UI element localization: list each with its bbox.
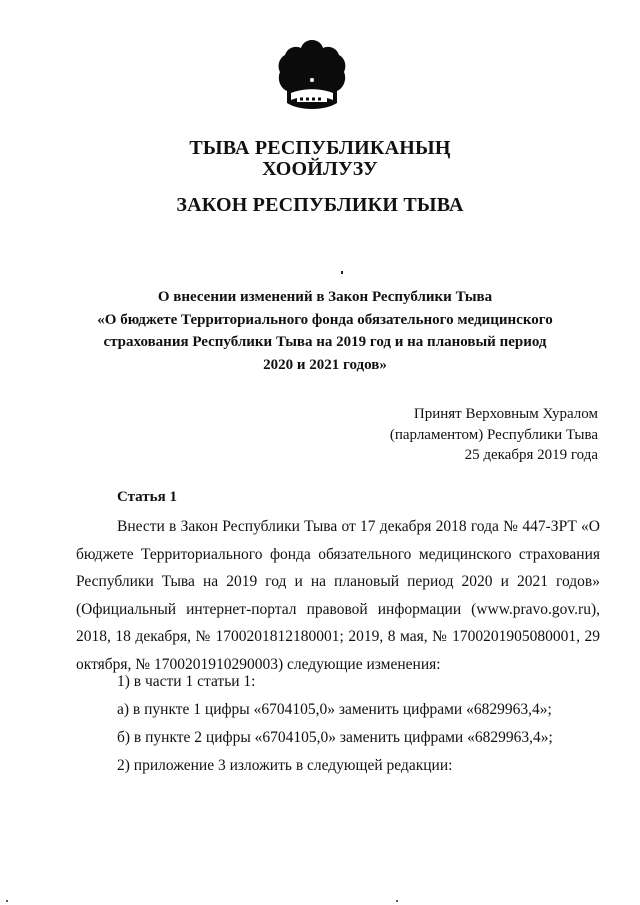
- law-subject-line: страхования Республики Тыва на 2019 год и на плановый период: [103, 334, 547, 350]
- law-subject-line: О внесении изменений в Закон Республики Тыва: [157, 289, 493, 305]
- tuva-coat-of-arms-icon: [277, 37, 347, 117]
- article-heading: Статья 1: [117, 489, 177, 505]
- scan-speck: [341, 271, 343, 274]
- amendment-item-1: 1) в части 1 статьи 1:: [117, 673, 256, 690]
- article-body-line: Внести в Закон Республики Тыва от 17 декабря 2018 года № 447-ЗРТ «О: [117, 518, 600, 535]
- republic-name-tuvan-line2: ХООЙЛУЗУ: [262, 158, 378, 180]
- article-body-line: октября, № 1700201910290003) следующие изменения:: [76, 655, 441, 673]
- law-subject: [90, 286, 560, 376]
- adoption-note-line: (парламентом) Республики Тыва: [389, 426, 598, 443]
- article-body-paragraph: [76, 513, 600, 679]
- law-subject-line: «О бюджете Территориального фонда обязательного медицинского: [97, 311, 553, 328]
- article-body-line: 2018, 18 декабря, № 1700201812180001; 2019, 8 мая, № 1700201905080001, 29: [76, 628, 600, 646]
- article-body-line: бюджете Территориального фонда обязательного медицинского страхования: [76, 545, 600, 563]
- adoption-note-line: Принят Верховным Хуралом: [413, 406, 598, 422]
- adoption-note: [390, 404, 598, 466]
- republic-name-tuvan-line1: ТЫВА РЕСПУБЛИКАНЫҢ: [189, 137, 451, 159]
- scan-edge-mark: [6, 900, 8, 902]
- amendment-item-1a: а) в пункте 1 цифры «6704105,0» заменить цифрами «6829963,4»;: [117, 701, 552, 718]
- article-body-line: (Официальный интернет-портал правовой информации (www.pravo.gov.ru),: [76, 600, 600, 618]
- amendment-item-2: 2) приложение 3 изложить в следующей редакции:: [117, 757, 453, 774]
- law-title: ЗАКОН РЕСПУБЛИКИ ТЫВА: [176, 194, 464, 216]
- amendment-item-1b: б) в пункте 2 цифры «6704105,0» заменить цифрами «6829963,4»;: [117, 729, 553, 746]
- scan-edge-mark: [396, 900, 398, 902]
- adoption-date: 25 декабря 2019 года: [464, 447, 598, 463]
- article-body-line: Республики Тыва на 2019 год и на плановый период 2020 и 2021 годов»: [76, 573, 600, 591]
- law-subject-line: 2020 и 2021 годов»: [263, 356, 387, 373]
